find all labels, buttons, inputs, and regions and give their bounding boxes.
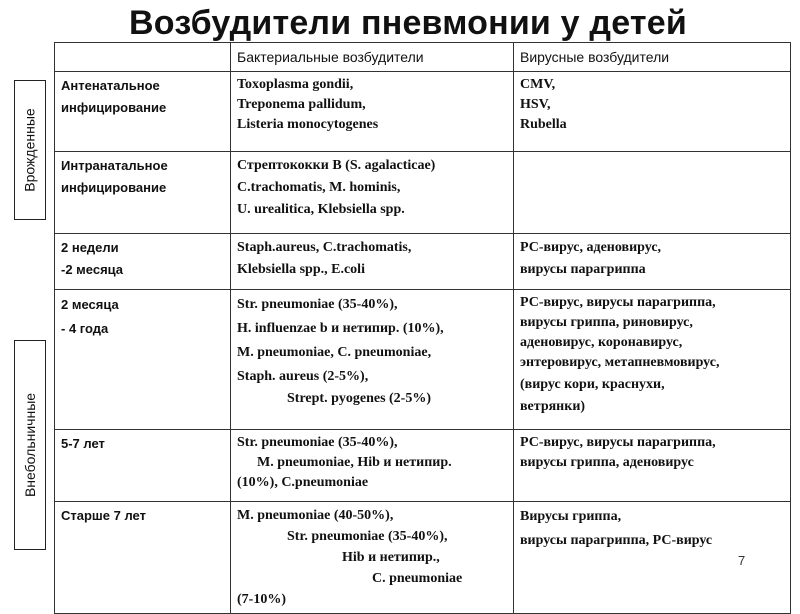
cell-bacterial [231, 234, 514, 290]
bacterial-line: Klebsiella spp., E.coli [237, 262, 365, 277]
cell-viral [514, 234, 791, 290]
cell-period [55, 234, 231, 290]
side-label-community [14, 340, 46, 550]
bacterial-line: C.trachomatis, M. hominis, [237, 180, 401, 195]
viral-line: энтеровирус, метапневмовирус, [520, 355, 720, 370]
header-period [55, 43, 231, 72]
viral-line: CMV, [520, 77, 556, 92]
bacterial-line: (7-10%) [237, 592, 286, 607]
period-line: - 4 года [61, 321, 109, 336]
cell-bacterial [231, 152, 514, 234]
viral-line: HSV, [520, 97, 551, 112]
viral-line: Rubella [520, 117, 567, 132]
period-line: Антенатальное [61, 78, 160, 93]
period-line: Старше 7 лет [61, 508, 146, 523]
cell-viral [514, 290, 791, 430]
bacterial-line: M. pneumoniae, C. pneumoniae, [237, 345, 432, 360]
viral-line: вирусы парагриппа [520, 262, 646, 277]
bacterial-line: M. pneumoniae, Hib и нетипир. [257, 455, 452, 470]
cell-bacterial [231, 72, 514, 152]
cell-viral [514, 152, 791, 234]
cell-period [55, 152, 231, 234]
cell-bacterial [231, 502, 514, 614]
header-viral: Вирусные возбудители [514, 43, 791, 72]
viral-line: РС-вирус, аденовирус, [520, 240, 662, 255]
header-bacterial: Бактериальные возбудители [231, 43, 514, 72]
bacterial-line: Str. pneumoniae (35-40%), [237, 297, 398, 312]
viral-line: РС-вирус, вирусы парагриппа, [520, 435, 716, 450]
viral-line: вирусы гриппа, аденовирус [520, 455, 694, 470]
period-line: инфицирование [61, 180, 167, 195]
table-row [55, 502, 791, 614]
bacterial-line: U. urealitica, Klebsiella spp. [237, 202, 405, 217]
bacterial-line: Strept. pyogenes (2-5%) [287, 391, 432, 406]
viral-line: Вирусы гриппа, [520, 509, 622, 524]
cell-period [55, 290, 231, 430]
side-label-congenital [14, 80, 46, 220]
bacterial-line: Staph.aureus, C.trachomatis, [237, 240, 412, 255]
viral-line: вирусы гриппа, риновирус, [520, 315, 693, 330]
table-row [55, 430, 791, 502]
bacterial-line: Стрептококки В (S. agalacticae) [237, 158, 436, 173]
viral-line: РС-вирус, вирусы парагриппа, [520, 295, 716, 310]
cell-period [55, 502, 231, 614]
cell-period [55, 72, 231, 152]
table-row [55, 152, 791, 234]
side-label-community-text: Внебольничные [22, 392, 38, 498]
bacterial-line: C. pneumoniae [372, 571, 463, 586]
cell-viral [514, 502, 791, 614]
viral-line: (вирус кори, краснухи, [520, 377, 665, 392]
slide-title: Возбудители пневмонии у детей [129, 4, 687, 42]
cell-period [55, 430, 231, 502]
table-header-row [55, 43, 791, 72]
bacterial-line: Hib и нетипир., [342, 550, 440, 565]
period-line: инфицирование [61, 100, 167, 115]
viral-line: аденовирус, коронавирус, [520, 335, 683, 350]
bacterial-line: Str. pneumoniae (35-40%), [237, 435, 398, 450]
cell-bacterial [231, 430, 514, 502]
period-line: 5-7 лет [61, 436, 105, 451]
bacterial-line: Staph. aureus (2-5%), [237, 369, 369, 384]
pathogens-table [54, 42, 791, 614]
period-line: -2 месяца [61, 262, 124, 277]
cell-bacterial [231, 290, 514, 430]
side-label-congenital-text: Врожденные [22, 108, 39, 192]
table-row [55, 72, 791, 152]
viral-line: вирусы парагриппа, РС-вирус [520, 533, 713, 548]
viral-line: ветрянки) [520, 399, 586, 414]
cell-viral [514, 72, 791, 152]
cell-viral [514, 430, 791, 502]
page-number: 7 [738, 553, 746, 568]
bacterial-line: Toxoplasma gondii, [237, 77, 354, 92]
bacterial-line: Listeria monocytogenes [237, 117, 379, 132]
bacterial-line: Str. pneumoniae (35-40%), [287, 529, 448, 544]
bacterial-line: M. pneumoniae (40-50%), [237, 508, 394, 523]
bacterial-line: (10%), C.pneumoniae [237, 475, 369, 490]
period-line: 2 месяца [61, 297, 119, 312]
period-line: 2 недели [61, 240, 119, 255]
period-line: Интранатальное [61, 158, 168, 173]
table-row [55, 234, 791, 290]
bacterial-line: H. influenzae b и нетипир. (10%), [237, 321, 444, 336]
table-row [55, 290, 791, 430]
bacterial-line: Treponema pallidum, [237, 97, 366, 112]
